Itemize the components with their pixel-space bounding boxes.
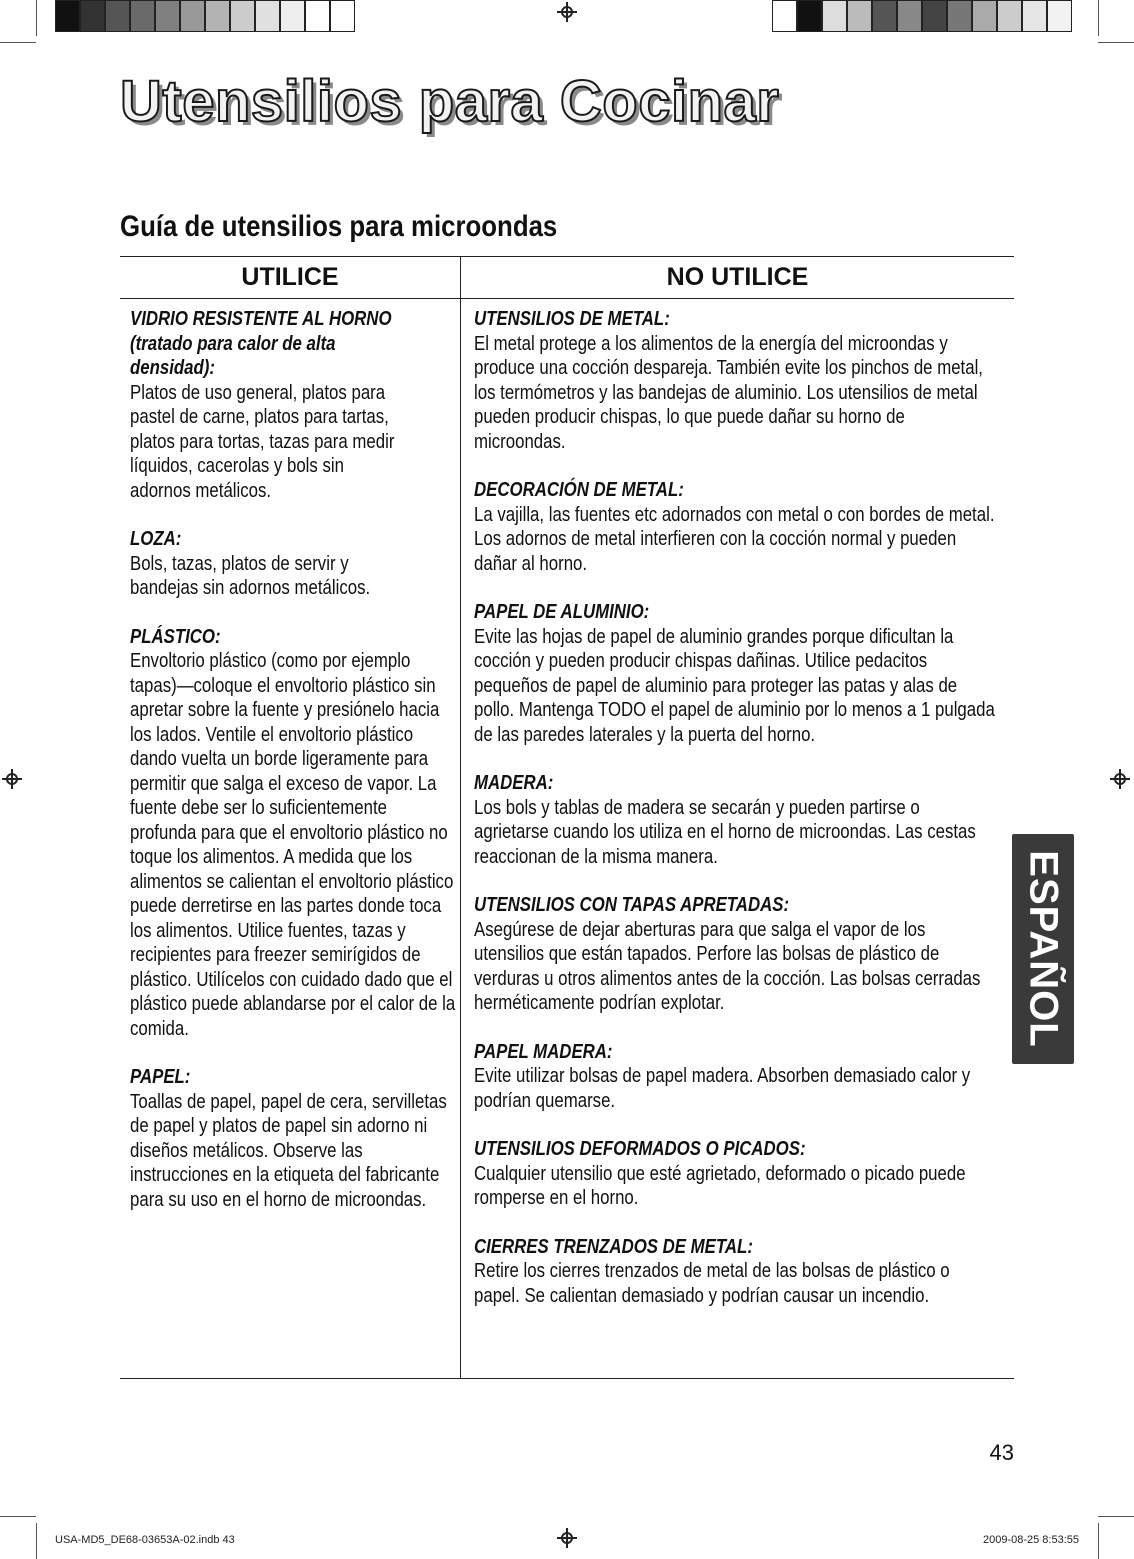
crop-mark <box>1098 1516 1134 1517</box>
use-item-heading: PAPEL: <box>130 1065 191 1088</box>
dont-use-item <box>474 1040 999 1114</box>
dont-use-item-heading: CIERRES TRENZADOS DE METAL: <box>474 1234 753 1258</box>
dont-use-item-heading: PAPEL DE ALUMINIO: <box>474 600 650 623</box>
dont-use-item-heading: MADERA: <box>474 771 554 794</box>
dont-use-column <box>474 307 1084 1332</box>
color-bar-left <box>55 0 355 32</box>
use-column-header: UTILICE <box>241 263 339 291</box>
crop-mark <box>36 0 37 36</box>
dont-use-item-text: Retire los cierres trenzados de metal de las bolsas de plástico o papel. Se calientan demasiado y podrían causar un incendio. <box>474 1259 950 1307</box>
dont-use-item-text: Asegúrese de dejar aberturas para que salga el vapor de los utensilios que están tapados. Perfore las bolsas de plástico de verduras u otros alimentos antes de la cocción. Las bolsas cerradas herméticamente podrían explotar. <box>474 917 981 1014</box>
crop-mark <box>1098 0 1099 36</box>
section-title: Guía de utensilios para microondas <box>120 210 558 243</box>
dont-use-item-heading: DECORACIÓN DE METAL: <box>474 478 684 501</box>
registration-mark-icon <box>557 1528 577 1548</box>
registration-mark-icon <box>1110 769 1130 789</box>
language-tab-label: ESPAÑOL <box>1021 850 1066 1048</box>
dont-use-item <box>474 1137 999 1211</box>
registration-mark-icon <box>2 769 22 789</box>
crop-mark <box>1098 1523 1099 1559</box>
use-item <box>130 307 409 503</box>
use-item <box>130 625 458 1042</box>
use-item-heading: PLÁSTICO: <box>130 624 221 648</box>
use-item <box>130 527 409 601</box>
dont-use-item <box>474 771 999 869</box>
use-item-text: Envoltorio plástico (como por ejemplo tapas)—coloque el envoltorio plástico sin apretar sobre la fuente y presiónelo hacia los lados. Ventile el envoltorio plástico dando vuelta un borde ligeramente para permitir que salga el exceso de vapor. La fuente debe ser lo suficientemente profunda para que el envoltorio plástico no toque los alimentos. A medida que los alimentos se calientan el envoltorio plástico puede derretirse en las partes donde toca los alimentos. Utilice fuentes, tazas y recipientes para freezer semirígidos de plástico. Utilícelos con cuidado dado que el plástico puede ablandarse por el calor de la comida. <box>130 649 456 1040</box>
dont-use-item <box>474 893 999 1016</box>
use-item-text: Bols, tazas, platos de servir y bandejas sin adornos metálicos. <box>130 551 371 599</box>
use-item-heading: LOZA: <box>130 527 182 550</box>
crop-mark <box>36 1523 37 1559</box>
dont-use-item-text: El metal protege a los alimentos de la energía del microondas y produce una cocción despareja. También evite los pinchos de metal, los termómetros y las bandejas de aluminio. Los utensilios de metal pueden producir chispas, lo que puede dañar su horno de microondas. <box>474 331 983 453</box>
page-number: 43 <box>989 1440 1014 1465</box>
use-item-text: Toallas de papel, papel de cera, servilletas de papel y platos de papel sin adorno ni diseños metálicos. Observe las instrucciones en la etiqueta del fabricante para su uso en el horno de microondas. <box>130 1089 447 1211</box>
dont-use-item-heading: UTENSILIOS CON TAPAS APRETADAS: <box>474 893 790 916</box>
use-item <box>130 1065 458 1212</box>
color-bar-right <box>772 0 1072 32</box>
footer-timestamp: 2009-08-25 8:53:55 <box>982 1534 1079 1546</box>
dont-use-item <box>474 600 999 747</box>
page-title: Utensilios para Cocinar <box>120 69 780 134</box>
crop-mark <box>1098 42 1134 43</box>
dont-use-item <box>474 1235 999 1309</box>
dont-use-item-text: Evite utilizar bolsas de papel madera. Absorben demasiado calor y podrían quemarse. <box>474 1064 971 1112</box>
footer-file-info: USA-MD5_DE68-03653A-02.indb 43 <box>55 1534 235 1546</box>
dont-use-item-text: Los bols y tablas de madera se secarán y pueden partirse o agrietarse cuando los utiliza en el horno de microondas. Las cestas reaccionan de la misma manera. <box>474 795 976 868</box>
dont-use-item-heading: UTENSILIOS DE METAL: <box>474 307 670 330</box>
crop-mark <box>0 42 36 43</box>
use-item-heading: VIDRIO RESISTENTE AL HORNO (tratado para calor de alta densidad): <box>130 307 392 379</box>
dont-use-item-heading: PAPEL MADERA: <box>474 1039 613 1063</box>
utensil-guide-table <box>120 256 1014 1379</box>
use-column <box>130 307 510 1236</box>
dont-use-column-header: NO UTILICE <box>666 263 809 291</box>
registration-mark-icon <box>557 2 577 22</box>
crop-mark <box>0 1516 36 1517</box>
header-divider <box>120 298 1014 299</box>
dont-use-item <box>474 478 999 576</box>
use-item-text: Platos de uso general, platos para pastel de carne, platos para tartas, platos para tortas, tazas para medir líquidos, cacerolas y bols sin adornos metálicos. <box>130 380 395 502</box>
dont-use-item-text: Cualquier utensilio que esté agrietado, deformado o picado puede romperse en el horno. <box>474 1161 966 1209</box>
dont-use-item-text: Evite las hojas de papel de aluminio grandes porque dificultan la cocción y pueden producir chispas dañinas. Utilice pedacitos pequeños de papel de aluminio para proteger las patas y alas de pollo. Mantenga TODO el papel de aluminio por lo menos a 1 pulgada de las paredes laterales y la puerta del horno. <box>474 624 995 746</box>
dont-use-item-heading: UTENSILIOS DEFORMADOS O PICADOS: <box>474 1137 806 1160</box>
dont-use-item <box>474 307 999 454</box>
dont-use-item-text: La vajilla, las fuentes etc adornados con metal o con bordes de metal. Los adornos de metal interfieren con la cocción normal y pueden dañar al horno. <box>474 502 995 575</box>
